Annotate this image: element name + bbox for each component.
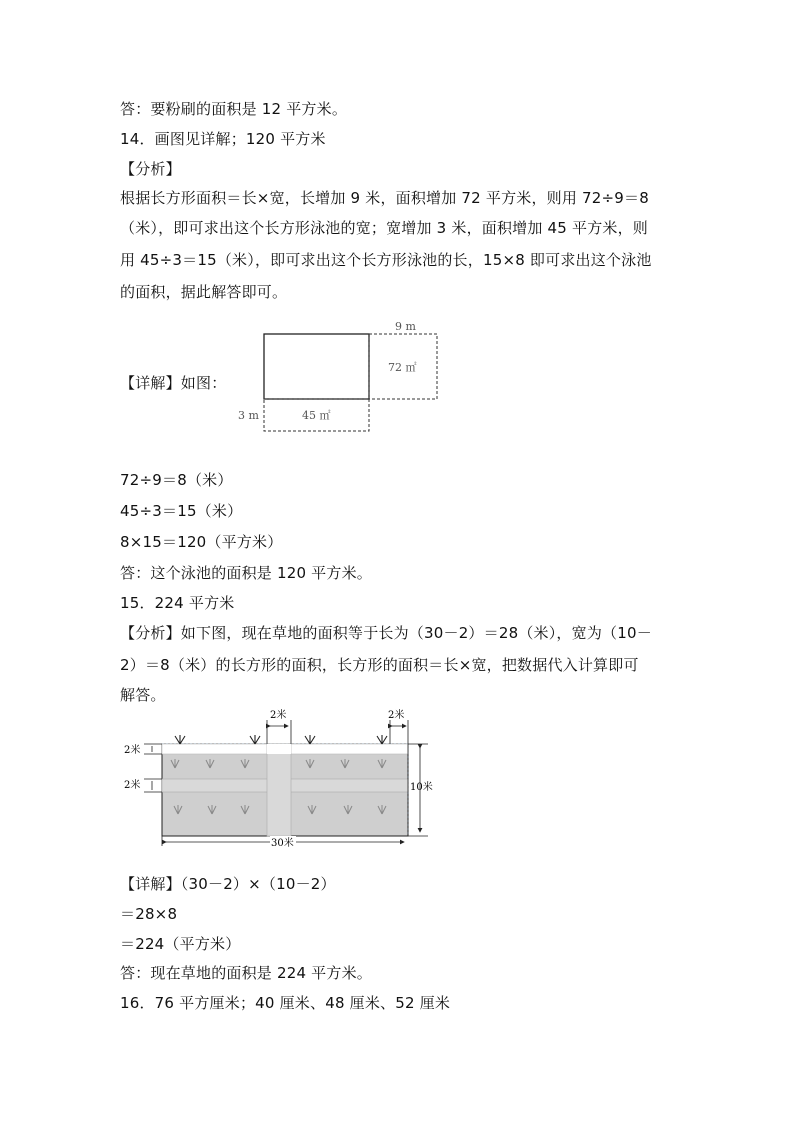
detail-15-line-2: ＝28×8: [120, 905, 178, 923]
analysis-15-line-2: 2）＝8（米）的长方形的面积，长方形的面积＝长×宽，把数据代入计算即可: [120, 656, 639, 674]
analysis-15-line-1: 【分析】如下图，现在草地的面积等于长为（30－2）＝28（米），宽为（10－: [120, 624, 652, 642]
problem-16-answer: 16．76 平方厘米；40 厘米、48 厘米、52 厘米: [120, 994, 451, 1012]
area-increase-45-label: 45 ㎡: [302, 409, 331, 422]
detail-heading-14: 【详解】如图：: [120, 374, 227, 392]
pool-diagram: [230, 316, 460, 440]
lawn-length-label: 30米: [271, 838, 294, 849]
top-strip-label: 2米: [124, 745, 141, 756]
vertical-path: [267, 744, 291, 836]
grass-edge-icon: [175, 735, 387, 744]
analysis-heading: 【分析】: [120, 160, 181, 178]
calc-area: 8×15＝120（平方米）: [120, 533, 283, 551]
pool-rect: [264, 334, 369, 399]
answer-line-12: 答：要粉刷的面积是 12 平方米。: [120, 100, 348, 118]
calc-width: 72÷9＝8（米）: [120, 471, 233, 489]
area-increase-72-label: 72 ㎡: [388, 361, 417, 374]
calc-length: 45÷3＝15（米）: [120, 502, 243, 520]
analysis-14-line-1: 根据长方形面积＝长×宽，长增加 9 米，面积增加 72 平方米，则用 72÷9＝8: [120, 189, 649, 207]
analysis-14-line-3: 用 45÷3＝15（米），即可求出这个长方形泳池的长，15×8 即可求出这个泳池: [120, 251, 652, 269]
problem-14-answer: 14．画图见详解；120 平方米: [120, 130, 326, 148]
lawn-width-label: 10米: [410, 782, 433, 793]
lawn-diagram: [120, 708, 440, 852]
width-increase-label: 3 m: [238, 409, 259, 422]
analysis-15-line-3: 解答。: [120, 686, 166, 704]
answer-14: 答：这个泳池的面积是 120 平方米。: [120, 564, 372, 582]
detail-15-line-3: ＝224（平方米）: [120, 935, 241, 953]
detail-15-line-1: 【详解】（30－2）×（10－2）: [120, 875, 336, 893]
middle-strip-label: 2米: [124, 780, 141, 791]
answer-15: 答：现在草地的面积是 224 平方米。: [120, 964, 372, 982]
length-increase-label: 9 m: [395, 320, 416, 333]
analysis-14-line-2: （米），即可求出这个长方形泳池的宽；宽增加 3 米，面积增加 45 平方米，则: [120, 219, 649, 237]
problem-15-answer: 15．224 平方米: [120, 594, 235, 612]
analysis-14-line-4: 的面积，据此解答即可。: [120, 283, 288, 301]
road-width-label: 2米: [270, 710, 287, 721]
edge-width-label: 2米: [388, 710, 405, 721]
